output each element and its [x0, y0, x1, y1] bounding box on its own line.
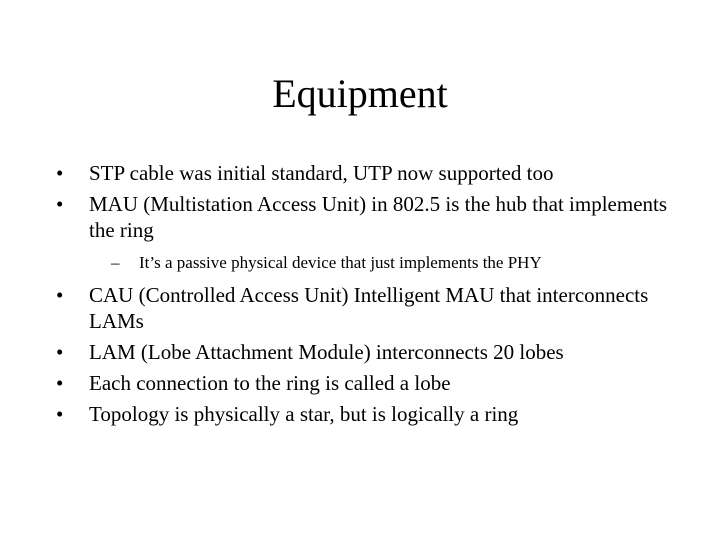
- sub-bullet-marker: –: [111, 253, 120, 272]
- sub-bullet-item: [111, 252, 676, 274]
- bullet-text: LAM (Lobe Attachment Module) interconnects 20 lobes: [89, 340, 564, 364]
- bullet-item: [56, 339, 676, 365]
- slide-title: Equipment: [272, 71, 448, 116]
- bullet-list: [56, 160, 676, 432]
- bullet-text: Topology is physically a star, but is logically a ring: [89, 402, 519, 426]
- bullet-marker: •: [56, 402, 64, 426]
- sub-bullet-text: It’s a passive physical device that just implements the PHY: [139, 253, 542, 272]
- bullet-text: MAU (Multistation Access Unit) in 802.5 is the hub that implements the ring: [89, 192, 668, 242]
- bullet-text: STP cable was initial standard, UTP now supported too: [89, 161, 554, 185]
- bullet-marker: •: [56, 371, 64, 395]
- bullet-text: Each connection to the ring is called a lobe: [89, 371, 451, 395]
- sub-bullet-list: [89, 252, 676, 274]
- bullet-marker: •: [56, 192, 64, 216]
- bullet-text: CAU (Controlled Access Unit) Intelligent MAU that interconnects LAMs: [89, 283, 649, 333]
- bullet-item: [56, 160, 676, 186]
- bullet-marker: •: [56, 161, 64, 185]
- bullet-item: [56, 191, 676, 274]
- bullet-item: [56, 401, 676, 427]
- bullet-marker: •: [56, 340, 64, 364]
- bullet-marker: •: [56, 283, 64, 307]
- bullet-item: [56, 282, 676, 334]
- bullet-item: [56, 370, 676, 396]
